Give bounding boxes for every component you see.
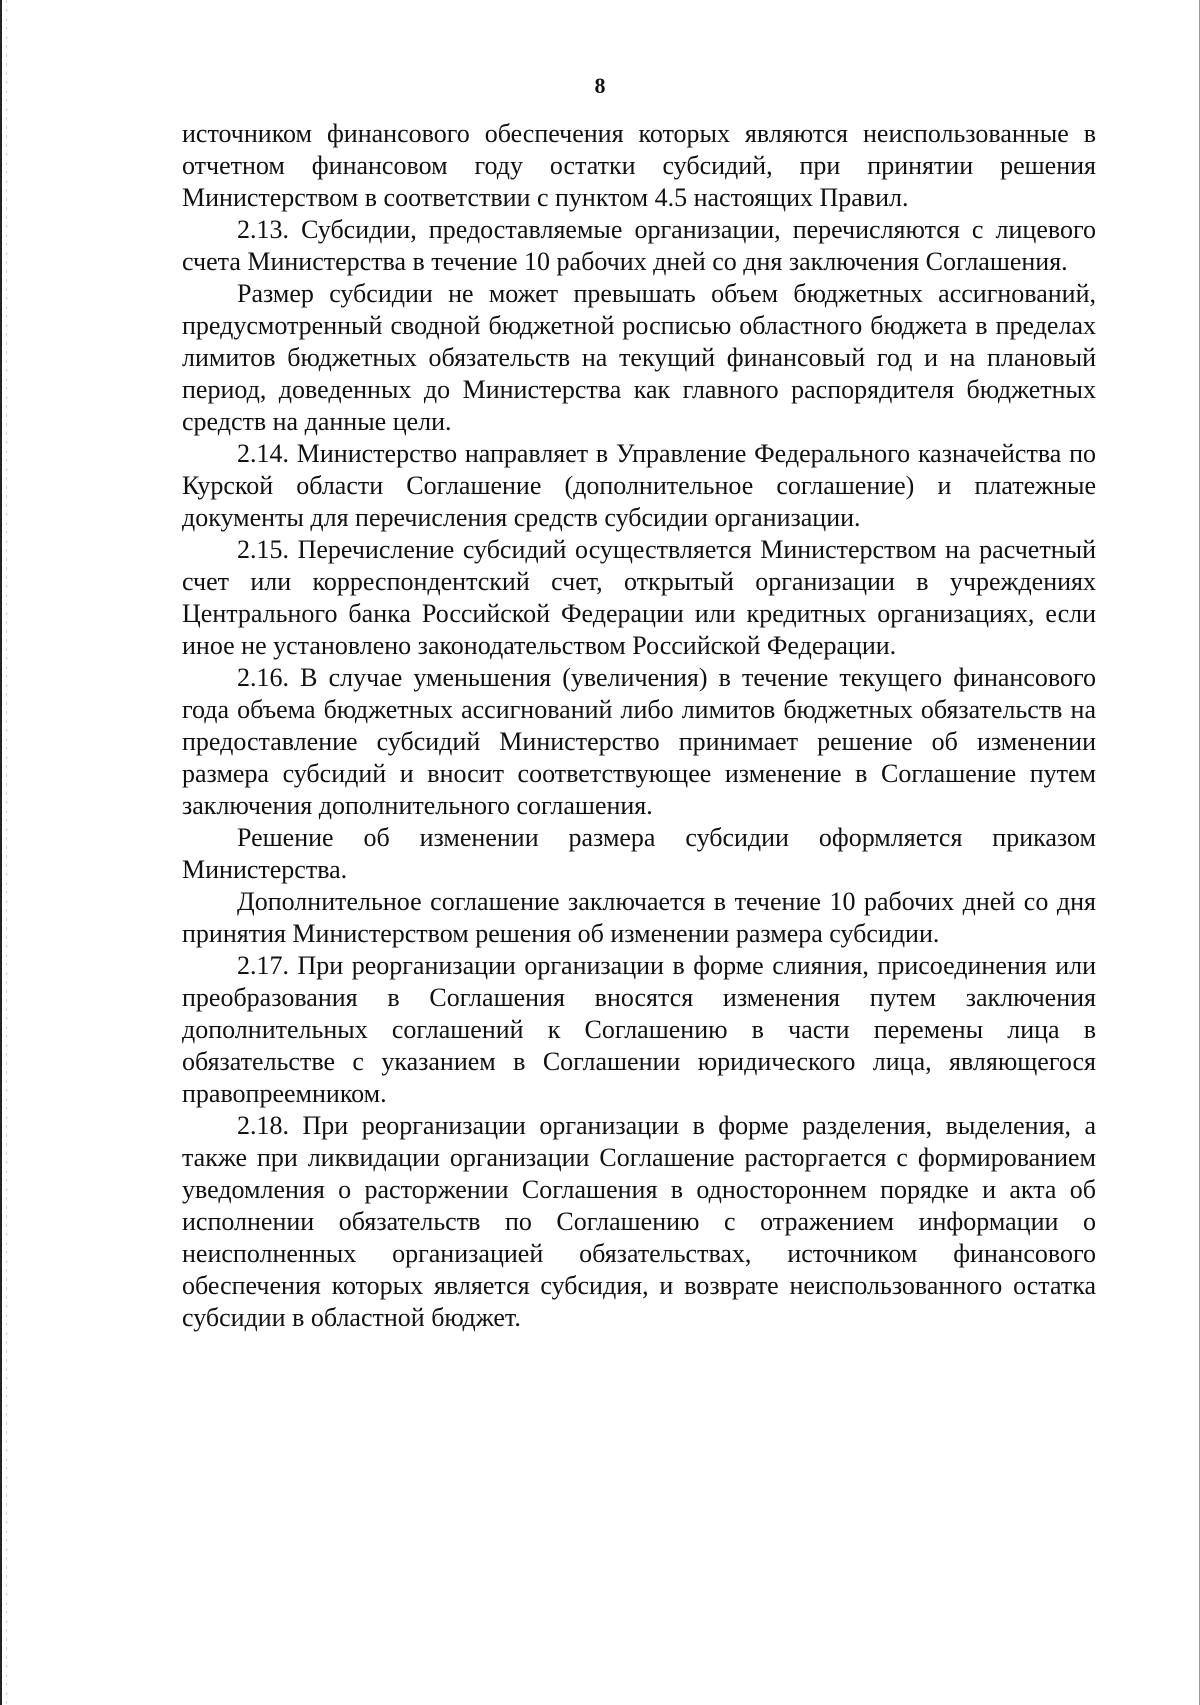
document-body [182,118,1096,1334]
paragraph-subsidy-limit: Размер субсидии не может превышать объем бюджетных ассигнований, предусмотренный сводной бюджетной росписью областного бюджета в пределах лимитов бюджетных обязательств на текущий финансовый год и на плановый период, доведенных до Министерства как главного распорядителя бюджетных средств на данные цели. [182,279,1096,436]
paragraph-decision-order: Решение об изменении размера субсидии оформляется приказом Министерства. [182,823,1096,884]
page-number: 8 [594,73,606,98]
paragraph-continuation: источником финансового обеспечения которых являются неиспользованные в отчетном финансовом году остатки субсидий, при принятии решения Министерством в соответствии с пунктом 4.5 настоящих Правил. [182,119,1096,212]
paragraph-2-18: 2.18. При реорганизации организации в форме разделения, выделения, а также при ликвидации организации Соглашение расторгается с формированием уведомления о расторжении Соглашения в одностороннем порядке и акта об исполнении обязательств по Соглашению с отражением информации о неисполненных организацией обязательствах, источником финансового обеспечения которых является субсидия, и возврате неиспользованного остатка субсидии в областной бюджет. [182,1111,1096,1332]
scan-margin-dots [6,0,7,1705]
paragraph-2-16: 2.16. В случае уменьшения (увеличения) в течение текущего финансового года объема бюджетных ассигнований либо лимитов бюджетных обязательств на предоставление субсидий Министерство принимает решение об изменении размера субсидий и вносит соответствующее изменение в Соглашение путем заключения дополнительного соглашения. [182,663,1096,820]
paragraph-2-14: 2.14. Министерство направляет в Управление Федерального казначейства по Курской области Соглашение (дополнительное соглашение) и платежные документы для перечисления средств субсидии организации. [182,439,1096,532]
paragraph-additional-agreement: Дополнительное соглашение заключается в течение 10 рабочих дней со дня принятия Министерством решения об изменении размера субсидии. [182,887,1096,948]
paragraph-2-15: 2.15. Перечисление субсидий осуществляется Министерством на расчетный счет или корреспондентский счет, открытый организации в учреждениях Центрального банка Российской Федерации или кредитных организациях, если иное не установлено законодательством Российской Федерации. [182,535,1096,660]
paragraph-2-17: 2.17. При реорганизации организации в форме слияния, присоединения или преобразования в Соглашения вносятся изменения путем заключения дополнительных соглашений к Соглашению в части перемены лица в обязательстве с указанием в Соглашении юридического лица, являющегося правопреемником. [182,951,1096,1108]
paragraph-2-13: 2.13. Субсидии, предоставляемые организации, перечисляются с лицевого счета Министерства в течение 10 рабочих дней со дня заключения Соглашения. [182,215,1096,276]
scan-border-left [0,0,2,1705]
